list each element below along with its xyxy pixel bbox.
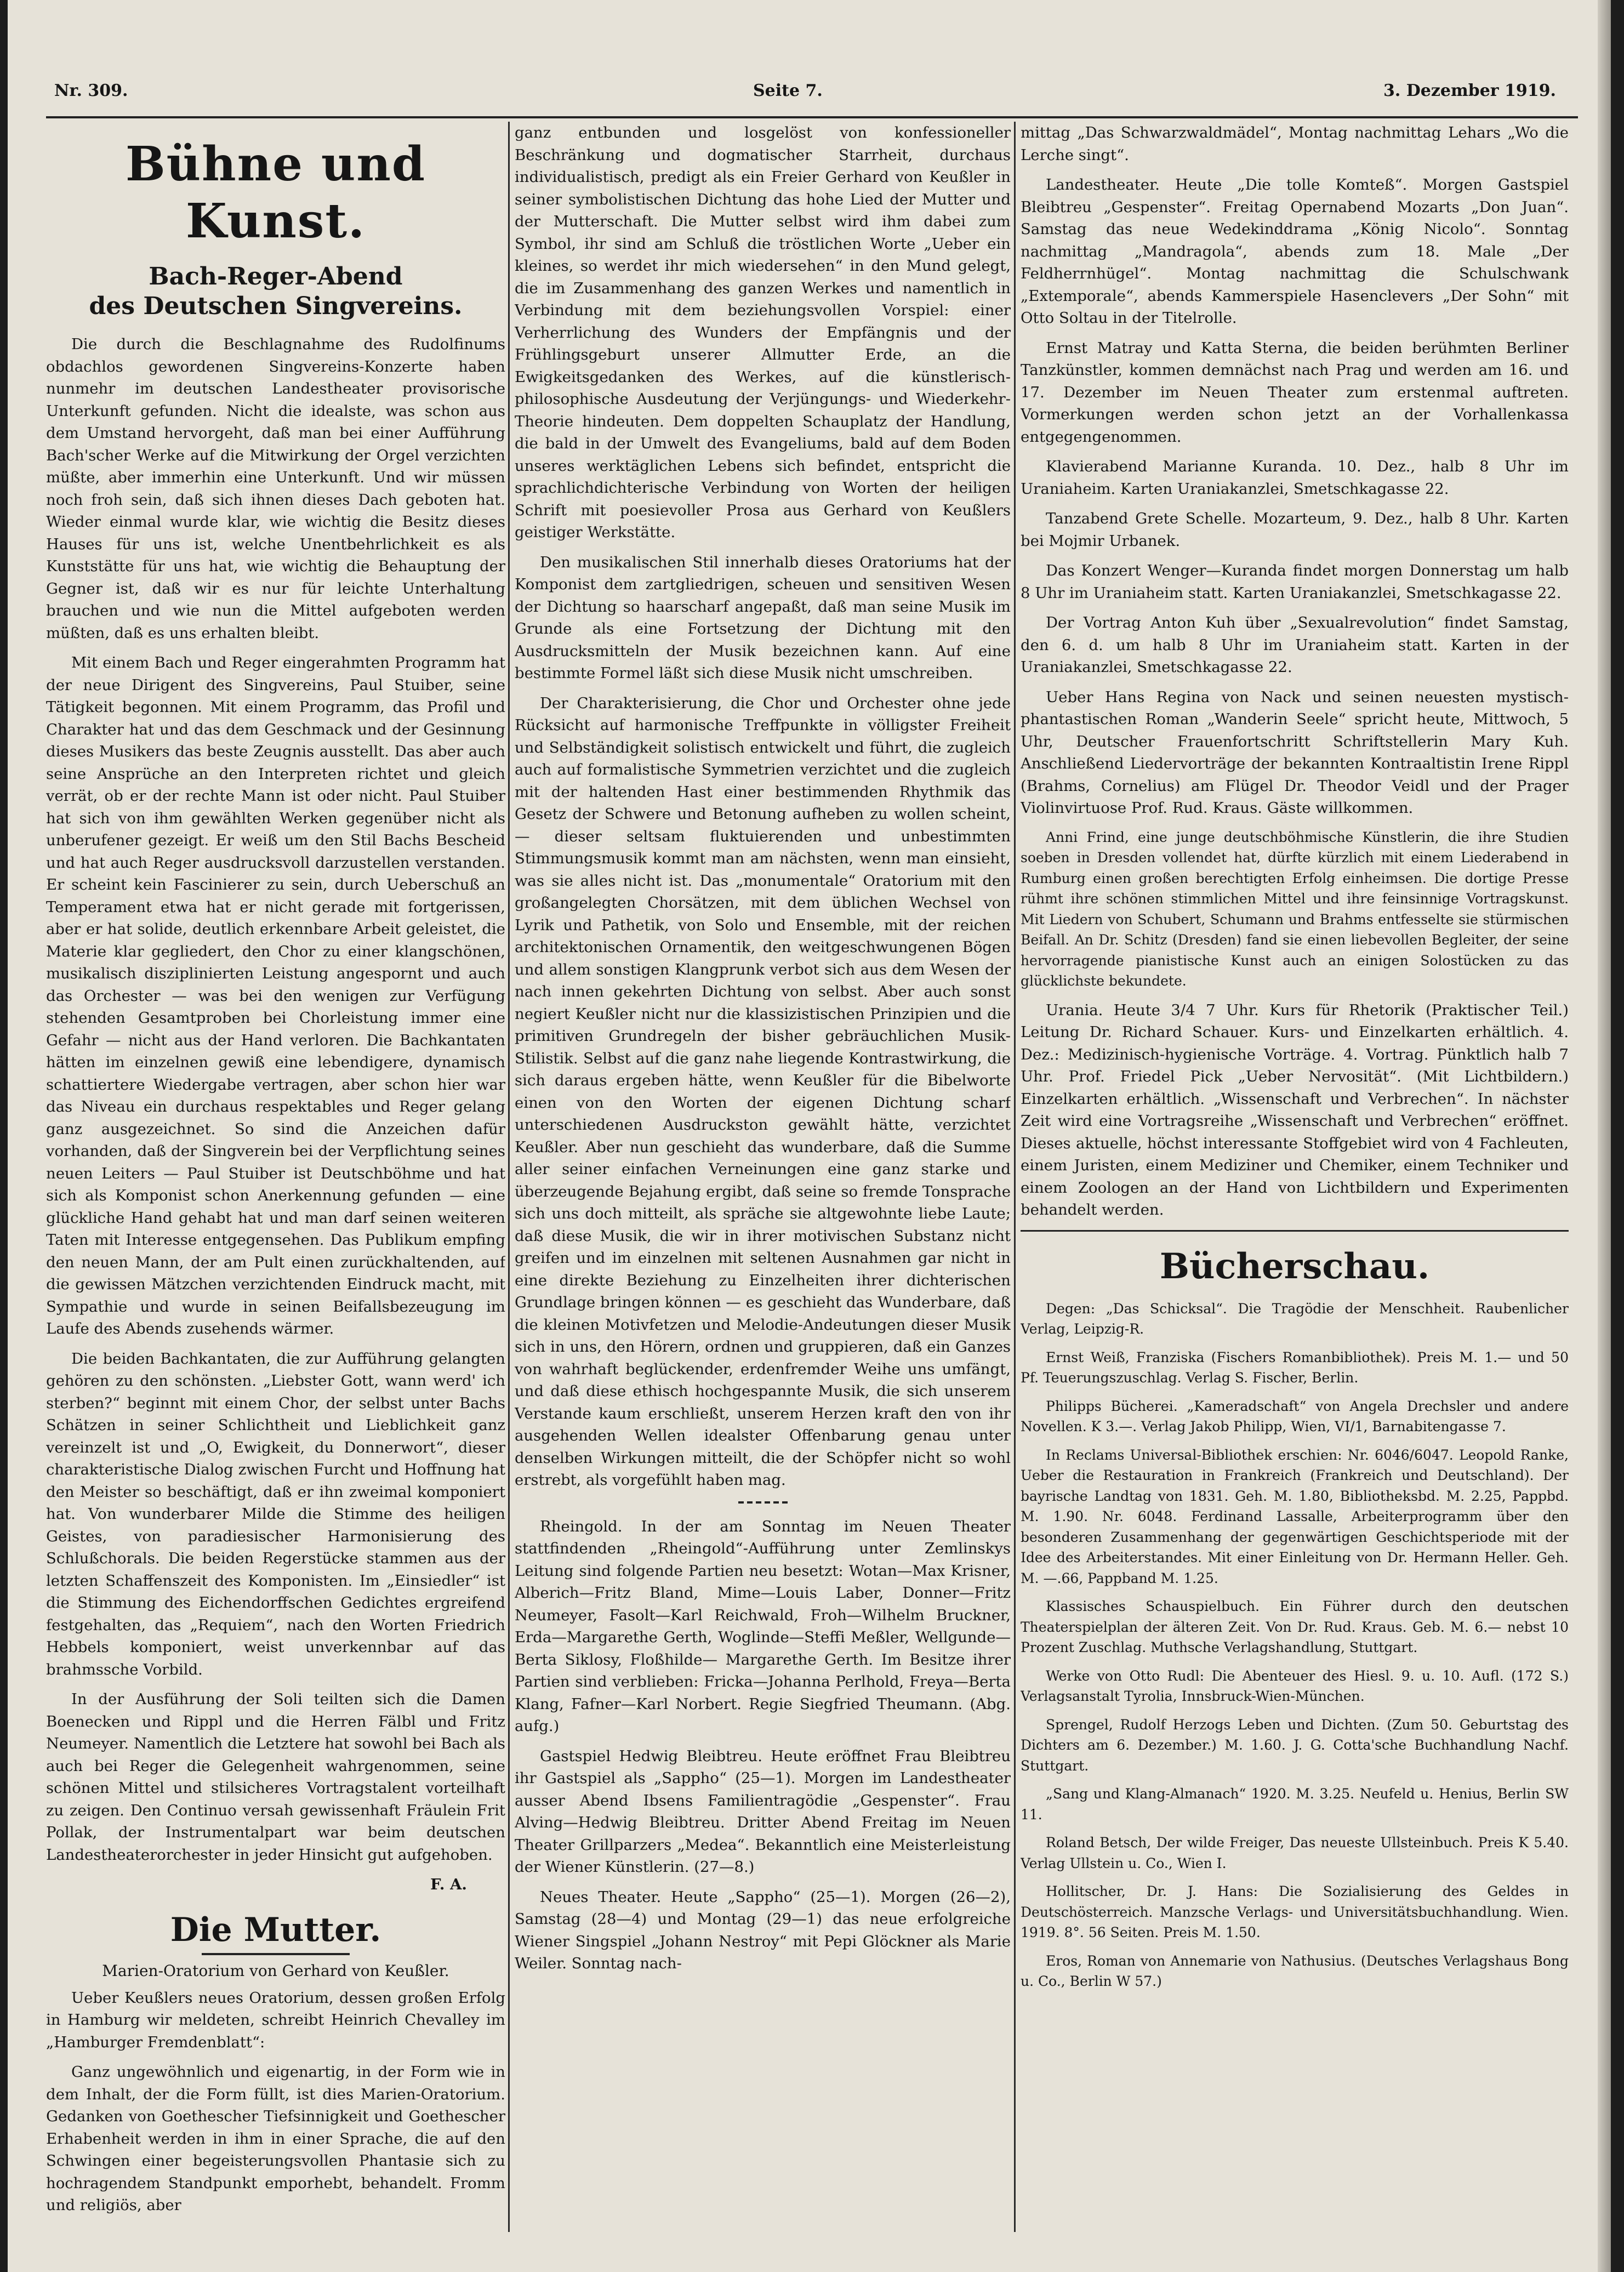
news-item: Das Konzert Wenger—Kuranda findet morgen Donnerstag um halb 8 Uhr im Uraniaheim statt. Karten Uraniakanzlei, Smetschkagasse 22. bbox=[1021, 562, 1569, 602]
book-entry: Werke von Otto Rudl: Die Abenteuer des Hiesl. 9. u. 10. Aufl. (172 S.) Verlagsanstalt Tyrolia, Innsbruck-Wien-München. bbox=[1021, 1667, 1569, 1704]
book-entry: Degen: „Das Schicksal“. Die Tragödie der Menschheit. Raubenlicher Verlag, Leipzig-R. bbox=[1021, 1300, 1569, 1337]
column-divider bbox=[508, 122, 510, 2232]
book-entry: Roland Betsch, Der wilde Freiger, Das neueste Ullsteinbuch. Preis K 5.40. Verlag Ullstein u. Co., Wien I. bbox=[1021, 1835, 1569, 1871]
section-title: Bühne und Kunst. bbox=[125, 136, 426, 249]
book-entry: Hollitscher, Dr. J. Hans: Die Sozialisierung des Geldes in Deutschösterreich. Manzsche Verlags- und Universitätsbuchhandlung. Wien. 1919. 8°. 56 Seiten. Preis M. 1.50. bbox=[1021, 1883, 1569, 1940]
article-paragraph: Mit einem Bach und Reger eingerahmten Programm hat der neue Dirigent des Singvereins, Paul Stuiber, seine Tätigkeit begonnen. Mit einem Programm, das Profil und Charakter hat und das dem Geschmack und der Gesinnung dieses Musikers das beste Zeugnis ausstellt. Das aber auch seine Ansprüche an den Interpreten richtet und gleich verrät, ob er der rechte Mann ist oder nicht. Paul Stuiber hat sich von ihm gewählten Werken gegenüber nicht als unberufener gezeigt. Er weiß um den Stil Bachs Bescheid und hat auch Reger ausdrucksvoll darzustellen verstanden. Er scheint kein Fascinierer zu sein, durch Ueberschuß an Temperament etwa hat er nicht gerade mit fortgerissen, aber er hat solide, deutlich erkennbare Arbeit geleistet, die Materie klar gegliedert, den Chor zu einer klangschönen, musikalisch disziplinierten Leistung angespornt und auch das Orchester — was bei den wenigen zur Verfügung stehenden Gesamtproben bei Chorleistung immer eine Gefahr — nicht aus der Hand verloren. Die Bachkantaten hätten im einzelnen gewiß eine lebendigere, dynamisch schattiertere Wiedergabe vertragen, aber schon hier war das Niveau ein durchaus respektables und Reger gelang ganz ausgezeichnet. So sind die Anzeichen dafür vorhanden, daß der Singverein bei der Verpflichtung seines neuen Leiters — Paul Stuiber ist Deutschböhme und hat sich als Komponist schon Anerkennung gefunden — eine glückliche Hand gehabt hat und man darf seinen weiteren Taten mit Interesse entgegensehen. Das Publikum empfing den neuen Mann, der am Pult einen zurückhaltenden, auf die gewissen Mätzchen verzichtenden Eindruck macht, mit Sympathie und wurde in seinen Beifallsbezeugung im Laufe des Abends zusehends wärmer. bbox=[46, 654, 505, 1337]
issue-number: Nr. 309. bbox=[54, 81, 128, 100]
news-item: Urania. Heute 3/4 7 Uhr. Kurs für Rhetorik (Praktischer Teil.) Leitung Dr. Richard Schauer. Kurs- und Einzelkarten erhältlich. 4. Dez.: Medizinisch-hygienische Vorträge. 4. Vortrag. Pünktlich halb 7 Uhr. Prof. Friedel Pick „Ueber Nervosität“. (Mit Lichtbildern.) Einzelkarten erhältlich. „Wissenschaft und Verbrechen“. In nächster Zeit wird eine Vortragsreihe „Wissenschaft und Verbrechen“ eröffnet. Dieses aktuelle, höchst interessante Stoffgebiet wird von 4 Fachleuten, einem Juristen, einem Mediziner und Chemiker, einem Techniker und einem Zoologen an der Hand von Lichtbildern und Experimenten behandelt werden. bbox=[1021, 1001, 1569, 1218]
article-headline: des Deutschen Singvereins. bbox=[89, 292, 463, 320]
article-paragraph: ganz entbunden und losgelöst von konfessioneller Beschränkung und dogmatischer Starrheit, durchaus individualistisch, predigt als ein Freier Gerhard von Keußler in seiner symbolistischen Dichtung das hohe Lied der Mutter und der Mutterschaft. Die Mutter selbst wird ihm dabei zum Symbol, ihr sind am Schluß die tröstlichen Worte „Ueber ein kleines, so werdet ihr mich wiedersehen“ in den Mund gelegt, die im Zusammenhang des ganzen Werkes und namentlich in Verbindung mit dem beziehungsvollen Vorspiel: einer Verherrlichung des Wunders der Empfängnis und der Frühlingsgeburt unserer Allmutter Erde, an die Ewigkeitsgedanken des Werkes, auf die künstlerisch-philosophische Ausdeutung der Verjüngungs- und Wiederkehr-Theorie hindeuten. Dem doppelten Schauplatz der Handlung, die bald in der Umwelt des Evangeliums, bald auf dem Boden unseres werktäglichen Lebens sich befindet, entspricht die sprachlichdichterische Verbindung von Worten der heiligen Schrift mit poesievoller Prosa aus Gerhard von Keußlers geistiger Werkstätte. bbox=[515, 124, 1011, 541]
news-item: mittag „Das Schwarzwaldmädel“, Montag nachmittag Lehars „Wo die Lerche singt“. bbox=[1021, 124, 1569, 164]
newspaper-page bbox=[8, 0, 1611, 2272]
book-entry: In Reclams Universal-Bibliothek erschien: Nr. 6046/6047. Leopold Ranke, Ueber die Restauration in Frankreich (Frankreich und Deutschland). Der bayrische Landtag von 1831. Geh. M. 1.80, Bibliotheksbd. M. 2.25, Pappbd. M. 1.90. Nr. 6048. Ferdinand Lassalle, Arbeiterprogramm über den besonderen Zusammenhang der gegenwärtigen Geschichtsperiode mit der Idee des Arbeiterstandes. Mit einer Einleitung von Dr. Hermann Heller. Geh. M. —.66, Pappband M. 1.25. bbox=[1021, 1447, 1569, 1586]
section-separator bbox=[1021, 1230, 1569, 1232]
issue-date: 3. Dezember 1919. bbox=[1383, 81, 1556, 100]
book-entry: Philipps Bücherei. „Kameradschaft“ von Angela Drechsler und andere Novellen. K 3.—. Verlag Jakob Philipp, Wien, VI/1, Barnabitengasse 7. bbox=[1021, 1398, 1569, 1434]
article-paragraph: Der Charakterisierung, die Chor und Orchester ohne jede Rücksicht auf harmonische Treffpunkte in völligster Freiheit und Selbständigkeit solistisch entwickelt und führt, die zugleich auch auf formalistische Symmetrien verzichtet und die zugleich mit der haltenden Hast einer bestimmenden Rhythmik das Gesetz der Schwere und Betonung aufheben zu wollen scheint, — dieser seltsam fluktuierenden und unbestimmten Stimmungsmusik kommt man am nächsten, wenn man einsieht, was sie alles nicht ist. Das „monumentale“ Oratorium mit den großangelegten Chorsätzen, mit dem üblichen Wechsel von Lyrik und Pathetik, von Solo und Ensemble, mit der reichen architektonischen Ornamentik, den weitgeschwungenen Bögen und allem sonstigen Klangprunk verbot sich aus dem Wesen der nach innen gekehrten Dichtung von selbst. Aber auch sonst negiert Keußler nicht nur die klassizistischen Prinzipien und die primitiven Grundregeln der bisher gebräuchlichen Musik-Stilistik. Selbst auf die ganz nahe liegende Kontrastwirkung, die sich daraus ergeben hätte, wenn Keußler für die Bibelworte einen von den Worten der eigenen Dichtung scharf unterschiedenen Ausdruckston gewählt hätte, verzichtet Keußler. Aber nun geschieht das wunderbare, daß die Summe aller seiner einfachen Verneinungen eine ganz starke und überzeugende Bejahung ergibt, daß seine so fremde Tonsprache sich uns doch mitteilt, als spräche sie altgewohnte liebe Laute; daß diese Musik, die wir in ihrer motivischen Substanz nicht greifen und im einzelnen mit seltenen Ausnahmen gar nicht in eine direkte Beziehung zu Einzelheiten ihrer dichterischen Grundlage bringen können — es geschieht das Wunderbare, daß die kleinen Motivfetzen und Melodie-Andeutungen dieser Musik sich in uns, den Hörern, ordnen und gruppieren, daß ein Ganzes von wahrhaft beglückender, erdenfremder Weihe uns umfängt, und daß diese ethisch hochgespannte Musik, die sich unserem Verstande kaum erschließt, unserem Herzen kraft den von ihr ausgehenden Wellen idealster Offenbarung genau unter denselben Wirkungen mitteilt, die der Schöpfer nicht so wohl erstrebt, als vorgefühlt haben mag. bbox=[515, 694, 1011, 1489]
book-entry: „Sang und Klang-Almanach“ 1920. M. 3.25. Neufeld u. Henius, Berlin SW 11. bbox=[1021, 1786, 1569, 1823]
news-item: Der Vortrag Anton Kuh über „Sexualrevolution“ findet Samstag, den 6. d. um halb 8 Uhr im Uraniaheim statt. Karten in der Uraniakanzlei, Smetschkagasse 22. bbox=[1021, 614, 1569, 676]
news-item: Landestheater. Heute „Die tolle Komteß“. Morgen Gastspiel Bleibtreu „Gespenster“. Freitag Opernabend Mozarts „Don Juan“. Samstag das neue Wedekinddrama „König Nicolo“. Sonntag nachmittag „Mandragola“, abends zum 18. Male „Der Feldherrnhügel“. Montag nachmittag die Schulschwank „Extemporale“, abends Kammerspiele Hasenclevers „Der Sohn“ mit Otto Soltau in der Titelrolle. bbox=[1021, 176, 1569, 327]
article-title bbox=[46, 1909, 505, 1955]
page-number: Seite 7. bbox=[753, 81, 823, 100]
book-entry: Ernst Weiß, Franziska (Fischers Romanbibliothek). Preis M. 1.— und 50 Pf. Teuerungszuschlag. Verlag S. Fischer, Berlin. bbox=[1021, 1349, 1569, 1386]
news-item: Ernst Matray und Katta Sterna, die beiden berühmten Berliner Tanzkünstler, kommen demnächst nach Prag und werden am 16. und 17. Dezember im Neuen Theater zum erstenmal auftreten. Vormerkungen werden schon jetzt an der Vorhallenkassa entgegengenommen. bbox=[1021, 339, 1569, 446]
column-right bbox=[1021, 122, 1569, 2232]
news-item: Klavierabend Marianne Kuranda. 10. Dez., halb 8 Uhr im Uraniaheim. Karten Uraniakanzlei, Smetschkagasse 22. bbox=[1021, 458, 1569, 498]
article-paragraph: Den musikalischen Stil innerhalb dieses Oratoriums hat der Komponist dem zartgliedrigen, scheuen und sensitiven Wesen der Dichtung so haarscharf angepaßt, daß man seine Musik im Grunde als eine Fortsetzung der Dichtung mit den Ausdrucksmitteln der Musik bezeichnen kann. Auf eine bestimmte Formel läßt sich diese Musik nicht umschreiben. bbox=[515, 553, 1011, 682]
news-item: Ueber Hans Regina von Nack und seinen neuesten mystisch-phantastischen Roman „Wanderin Seele“ spricht heute, Mittwoch, 5 Uhr, Deutscher Frauenfortschritt Schriftstellerin Mary Kuh. Anschließend Liedervorträge der bekannten Kontraaltistin Irene Rippl (Brahms, Cornelius) am Flügel Dr. Theodor Veidl und der Prager Violinvirtuose Prof. Rud. Kraus. Gäste willkommen. bbox=[1021, 688, 1569, 817]
news-item: Anni Frind, eine junge deutschböhmische Künstlerin, die ihre Studien soeben in Dresden vollendet hat, dürfte kürzlich mit einem Liederabend in Rumburg einen großen berechtigten Erfolg einheimsen. Die dortige Presse rühmt ihre schönen stimmlichen Mittel und ihre feinsinnige Vortragskunst. Mit Liedern von Schubert, Schumann und Brahms entfesselte sie stürmischen Beifall. An Dr. Schitz (Dresden) fand sie einen liebevollen Begleiter, der seine hervorragende pianistische Kunst auch an einigen Solostücken zu das glücklichste bekundete. bbox=[1021, 829, 1569, 989]
news-item: Gastspiel Hedwig Bleibtreu. Heute eröffnet Frau Bleibtreu ihr Gastspiel als „Sappho“ (25—1). Morgen im Landestheater ausser Abend Ibsens Familientragödie „Gespenster“. Frau Alving—Hedwig Bleibtreu. Dritter Abend Freitag im Neuen Theater Grillparzers „Medea“. Bekanntlich eine Meisterleistung der Wiener Künstlerin. (27—8.) bbox=[515, 1747, 1011, 1876]
header-rule bbox=[46, 116, 1578, 118]
column-middle bbox=[515, 122, 1011, 2232]
article-paragraph: Ganz ungewöhnlich und eigenartig, in der Form wie in dem Inhalt, der die Form füllt, ist dies Marien-Oratorium. Gedanken von Goethescher Tiefsinnigkeit und Goethescher Erhabenheit werden in ihm in einer Sprache, die auf den Schwingen einer begeisterungsvollen Phantasie sich zu hochragendem Standpunkt emporhebt, behandelt. Fromm und religiös, aber bbox=[46, 2063, 505, 2214]
book-entry: Klassisches Schauspielbuch. Ein Führer durch den deutschen Theaterspielplan der älteren Zeit. Von Dr. Rud. Kraus. Geb. M. 6.— nebst 10 Prozent Zuschlag. Muthsche Verlagshandlung, Stuttgart. bbox=[1021, 1598, 1569, 1655]
book-list bbox=[1021, 1299, 1569, 1992]
book-entry: Eros, Roman von Annemarie von Nathusius. (Deutsches Verlagshaus Bong u. Co., Berlin W 57.) bbox=[1021, 1952, 1569, 1989]
article-paragraph: Die beiden Bachkantaten, die zur Aufführung gelangten gehören zu den schönsten. „Liebster Gott, wann werd' ich sterben?“ beginnt mit einem Chor, der selbst unter Bachs Schätzen in seiner Schlichtheit und Lieblichkeit ganz vereinzelt ist und „O, Ewigkeit, du Donnerwort“, dieser charakteristische Dialog zwischen Furcht und Hoffnung hat den Meister so beschäftigt, daß er ihn zweimal komponiert hat. Von wunderbarer Milde die Stimme des heiligen Geistes, von paradiesischer Harmonisierung des Schlußchorals. Die beiden Regerstücke stammen aus der letzten Schaffenszeit des Komponisten. Im „Einsiedler“ ist die Stimmung des Eichendorffschen Gedichtes ergreifend festgehalten, das „Requiem“, nach den Worten Friedrich Hebbels komponiert, weist unverkennbar auf das brahmssche Vorbild. bbox=[46, 1349, 505, 1678]
page-edge bbox=[1598, 0, 1611, 2272]
article-paragraph: Ueber Keußlers neues Oratorium, dessen großen Erfolg in Hamburg wir meldeten, schreibt Heinrich Chevalley im „Hamburger Fremdenblatt“: bbox=[46, 1989, 505, 2051]
title-underline bbox=[202, 1953, 350, 1955]
book-entry: Sprengel, Rudolf Herzogs Leben und Dichten. (Zum 50. Geburtstag des Dichters am 6. Dezember.) M. 1.60. J. G. Cotta'sche Buchhandlung Nachf. Stuttgart. bbox=[1021, 1716, 1569, 1774]
column-divider bbox=[1014, 122, 1016, 2232]
article-separator bbox=[738, 1501, 788, 1504]
article-subtitle: Marien-Oratorium von Gerhard von Keußler. bbox=[102, 1961, 449, 1980]
page-header bbox=[41, 77, 1578, 110]
article-signature: F. A. bbox=[430, 1876, 467, 1893]
column-left bbox=[46, 122, 505, 2232]
news-item: Tanzabend Grete Schelle. Mozarteum, 9. Dez., halb 8 Uhr. Karten bei Mojmir Urbanek. bbox=[1021, 510, 1569, 550]
article-title-text: Die Mutter. bbox=[170, 1910, 381, 1949]
article-paragraph: Die durch die Beschlagnahme des Rudolfinums obdachlos gewordenen Singvereins-Konzerte haben nunmehr im deutschen Landestheater provisorische Unterkunft gefunden. Nicht die idealste, was schon aus dem Umstand hervorgeht, daß man bei einer Aufführung Bach'scher Werke auf die Mitwirkung der Orgel verzichten müßte, aber immerhin eine Unterkunft. Und wir müssen noch froh sein, daß sich ihnen dieses Dach geboten hat. Wieder einmal wurde klar, wie wichtig die Besitz dieses Hauses für uns ist, welche Unentbehrlichkeit es als Kunststätte für uns hat, wie wichtig die Behauptung der Gegner ist, daß wir es nur für leichte Unterhaltung brauchen und wie nun die Mittel aufgeboten werden müßten, daß es uns erhalten bleibt. bbox=[46, 335, 505, 642]
news-item: Neues Theater. Heute „Sappho“ (25—1). Morgen (26—2), Samstag (28—4) und Montag (29—1) das neue erfolgreiche Wiener Singspiel „Johann Nestroy“ mit Pepi Glöckner als Marie Weiler. Sonntag nach- bbox=[515, 1888, 1011, 1972]
news-item: Rheingold. In der am Sonntag im Neuen Theater stattfindenden „Rheingold“-Aufführung unter Zemlinskys Leitung sind folgende Partien neu besetzt: Wotan—Max Krisner, Alberich—Fritz Bland, Mime—Louis Laber, Donner—Fritz Neumeyer, Fasolt—Karl Reichwald, Froh—Wilhelm Bruckner, Erda—Margarethe Gerth, Woglinde—Steffi Meßler, Wellgunde—Berta Siklosy, Floßhilde— Margarethe Gerth. Im Besitze ihrer Partien sind verblieben: Fricka—Johanna Perlhold, Freya—Berta Klang, Fafner—Karl Norbert. Regie Siegfried Theumann. (Abg. aufg.) bbox=[515, 1517, 1011, 1735]
article-paragraph: In der Ausführung der Soli teilten sich die Damen Boenecken und Rippl und die Herren Fälbl und Fritz Neumeyer. Namentlich die Letztere hat sowohl bei Bach als auch bei Reger die Gelegenheit wahrgenommen, seine schönen Mittel und stilsicheres Vortragstalent vorteilhaft zu zeigen. Den Continuo versah gewissenhaft Fräulein Frit Pollak, der Instrumentalpart war beim deutschen Landestheaterorchester in jeder Hinsicht gut aufgehoben. bbox=[46, 1690, 505, 1864]
section-title: Bücherschau. bbox=[1159, 1245, 1430, 1287]
article-headline: Bach-Reger-Abend bbox=[149, 263, 403, 291]
